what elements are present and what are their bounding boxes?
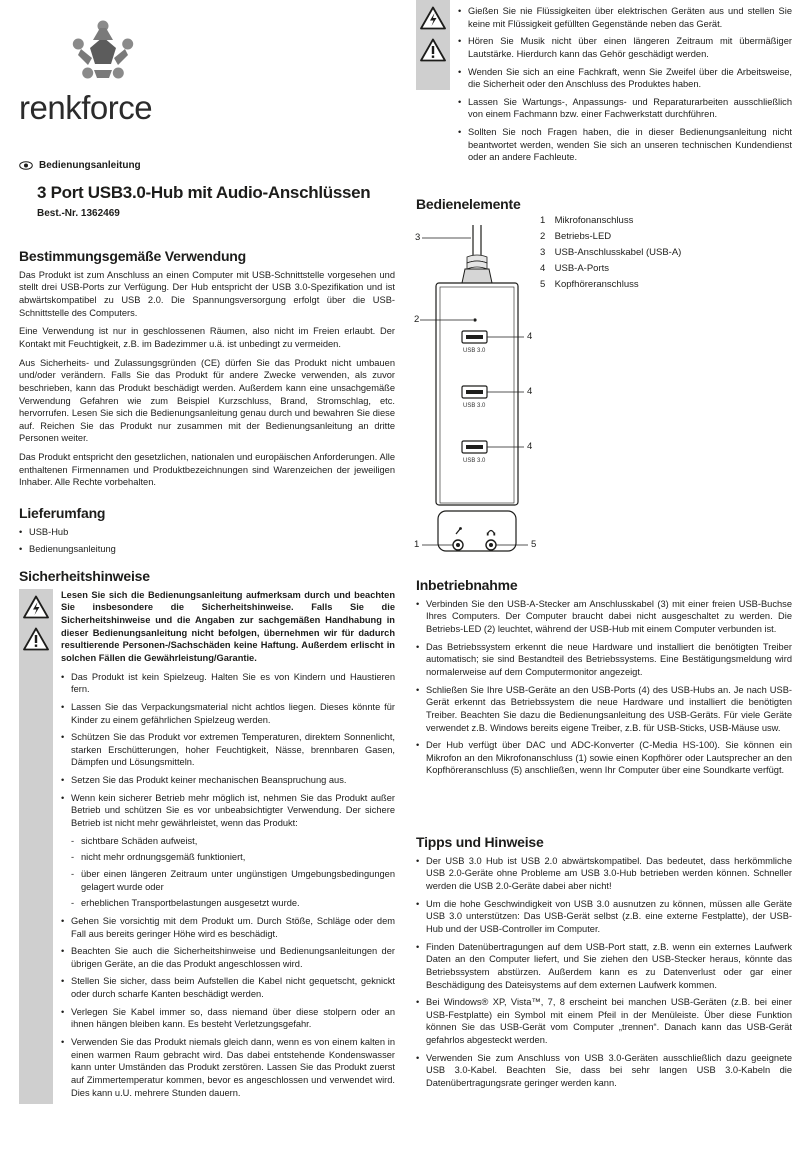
list-item-text: Wenn kein sicherer Betrieb mehr möglich ist, nehmen Sie das Produkt außer Betrieb und schützen Sie es vor unbeabsichtigter Verwendung. Der sichere Betrieb ist nicht mehr gewährleistet, wenn das Produkt:: [71, 792, 395, 829]
list-item: • Hören Sie Musik nicht über einen längeren Zeitraum mit übermäßiger Lautstärke. Hierdurch kann das Gehör geschädigt werden.: [458, 35, 792, 60]
usage-paragraph: Das Produkt ist zum Anschluss an einen Computer mit USB-Schnittstelle vorgesehen und stellt drei USB-Ports zur Verfügung. Der Hub entspricht der USB 3.0-Spezifikation und ist abwärtskompatibel zu USB 2.0. Die Spannungsversorgung erfolgt über die USB-Schnittstelle des Computers.: [19, 269, 395, 318]
legend-label: Betriebs-LED: [554, 230, 612, 242]
warning-sidebar: [19, 589, 53, 1104]
usage-paragraph: Aus Sicherheits- und Zulassungsgründen (CE) dürfen Sie das Produkt nicht umbauen und/oder verändern. Falls Sie das Produkt für andere Zwecke verwenden, als zuvor beschrieben, kann das Produkt beschädigt werden. Außerdem kann eine unsachgemäße Verwendung Gefahren wie zum Beispiel Kurzschluss, Brand, Stromschlag, etc. hervorrufen. Lesen Sie sich die Bedienungsanleitung genau durch und bewahren Sie diese auf. Reichen Sie das Produkt nur zusammen mit der Bedienungsanleitung an dritte Personen weiter.: [19, 357, 395, 444]
legend-number: 1: [540, 215, 546, 226]
list-item: • USB-Hub: [19, 526, 395, 539]
list-item: • Verlegen Sie Kabel immer so, dass niemand über diese stolpern oder an ihnen hängen bleiben kann. Es besteht Verletzungsgefahr.: [61, 1006, 395, 1031]
setup-heading: Inbetriebnahme: [416, 577, 518, 593]
warning-sidebar: [416, 0, 450, 90]
port-label: USB 3.0: [463, 403, 486, 409]
safety-warning-box: [19, 589, 395, 1104]
list-item: • Verwenden Sie das Produkt niemals gleich dann, wenn es von einem kalten in einen warmen Raum gebracht wird. Das dabei entstehende Kondenswasser kann unter Umständen das Produkt zerstören. Lassen Sie das Produkt zuerst auf Zimmertemperatur kommen, bevor es angeschlossen und verwendet wird. Dies kann u.U. mehrere Stunden dauern.: [61, 1036, 395, 1099]
electric-hazard-icon: [23, 595, 49, 619]
diagram-label-3: 3: [415, 232, 421, 243]
list-item: • Das Betriebssystem erkennt die neue Hardware und installiert die benötigten Treiber automatisch; sie sind Bestandteil des Betriebssystems. Eine Bestätigungsmeldung wird normalerweise auf dem Computermonitor angezeigt.: [416, 641, 792, 679]
legend-number: 4: [540, 262, 546, 274]
usage-section: [19, 248, 395, 495]
page-title: 3 Port USB3.0-Hub mit Audio-Anschlüssen: [37, 183, 371, 202]
legend-item: [540, 231, 681, 244]
safety-heading: Sicherheitshinweise: [19, 568, 150, 584]
legend-item: [540, 263, 681, 276]
list-item: • Wenden Sie sich an eine Fachkraft, wenn Sie Zweifel über die Arbeitsweise, die Sicherheit oder den Anschluss des Produktes haben.: [458, 66, 792, 91]
port-label: USB 3.0: [463, 458, 486, 464]
product-diagram: [412, 225, 542, 565]
list-item: • Der Hub verfügt über DAC und ADC-Konverter (C-Media HS-100). Sie können ein Mikrofon an den Mikrofonanschluss (1) sowie einen Kopfhörer oder Lautsprecher an den Kopfhöreranschluss (5) anschließen, wenn Ihr Computer über eine Soundkarte verfügt.: [416, 739, 792, 777]
list-item: • Lassen Sie das Verpackungsmaterial nicht achtlos liegen. Dieses könnte für Kinder zu einem gefährlichen Spielzeug werden.: [61, 701, 395, 726]
legend-label: Mikrofonanschluss: [554, 215, 634, 226]
diagram-label-4: 4: [527, 386, 533, 397]
list-item: • Beachten Sie auch die Sicherheitshinweise und Bedienungsanleitungen der übrigen Geräte, an die das Produkt angeschlossen wird.: [61, 945, 395, 970]
legend-label: Kopfhöreranschluss: [554, 278, 639, 290]
list-item: • Bedienungsanleitung: [19, 543, 395, 556]
controls-heading: Bedienelemente: [416, 196, 521, 212]
tips-heading: Tipps und Hinweise: [416, 834, 544, 850]
sub-list-item: - erheblichen Transportbelastungen ausgesetzt wurde.: [71, 897, 395, 910]
list-item: • Stellen Sie sicher, dass beim Aufstellen die Kabel nicht gequetscht, geknickt oder durch scharfe Kanten beschädigt werden.: [61, 975, 395, 1000]
list-item: • Finden Datenübertragungen auf dem USB-Port statt, z.B. wenn ein externes Laufwerk Daten an den Computer liefert, und Sie ziehen den USB-Stecker heraus, könnte das Betriebssystem abstürzen. Außerdem kann es zu Datenverlust oder gar einer Beschädigung des Dateisystems auf dem externen Laufwerk kommen.: [416, 941, 792, 992]
doc-type: [19, 159, 141, 173]
scope-heading: Lieferumfang: [19, 505, 106, 521]
doc-type-label: Bedienungsanleitung: [39, 160, 141, 171]
electric-hazard-icon: [420, 6, 446, 30]
list-item: • Gehen Sie vorsichtig mit dem Produkt um. Durch Stöße, Schläge oder dem Fall aus bereits geringer Höhe wird es beschädigt.: [61, 915, 395, 940]
list-item: • Sollten Sie noch Fragen haben, die in dieser Bedienungsanleitung nicht beantwortet werden, wenden Sie sich an unseren technischen Kundendienst oder an andere Fachleute.: [458, 126, 792, 164]
warning-icon: [420, 38, 446, 62]
usage-paragraph: Eine Verwendung ist nur in geschlossenen Räumen, also nicht im Freien erlaubt. Der Kontakt mit Feuchtigkeit, z.B. im Badezimmer u.ä. ist unbedingt zu vermeiden.: [19, 326, 395, 349]
legend-number: 5: [540, 278, 546, 290]
legend-label: USB-Anschlusskabel (USB-A): [554, 246, 682, 258]
order-number: Best.-Nr. 1362469: [37, 208, 120, 219]
diagram-label-1: 1: [414, 539, 420, 550]
brand-logo: [19, 18, 159, 128]
list-item: • Schließen Sie Ihre USB-Geräte an den USB-Ports (4) des USB-Hubs an. Je nach USB-Gerät erkennt das Betriebssystem die neue Hardware und installiert die benötigten Treiber. Beachten Sie dazu die Bedienungsanleitung des USB-Geräts. Für viele Geräte verwendet z.B. Windows bereits eigene Treiber, z.B. für USB-Sticks, USB-Mäuse usw.: [416, 684, 792, 735]
controls-legend: [540, 215, 681, 295]
tips-section: [416, 834, 792, 1095]
diagram-label-2: 2: [414, 314, 420, 325]
legend-item: [540, 247, 681, 260]
legend-number: 3: [540, 246, 546, 258]
usb-hub-diagram: [412, 225, 542, 565]
list-item: • Setzen Sie das Produkt keiner mechanischen Beanspruchung aus.: [61, 774, 395, 787]
list-item: • Um die hohe Geschwindigkeit von USB 3.0 ausnutzen zu können, müssen alle Geräte USB 3.0 unterstützen: Das USB-Gerät selbst (z.B. eine externe Festplatte), der USB-Hub und der USB-Controller im Computer.: [416, 898, 792, 936]
eye-icon: [19, 161, 33, 170]
list-item: • Gießen Sie nie Flüssigkeiten über elektrischen Geräten aus und stellen Sie keine mit Flüssigkeit gefüllten Gegenstände neben das Gerät.: [458, 5, 792, 30]
usage-paragraph: Das Produkt entspricht den gesetzlichen, nationalen und europäischen Anforderungen. Alle enthaltenen Firmennamen und Produktbezeichnungen sind Warenzeichen der jeweiligen Inhaber. Alle Rechte vorbehalten.: [19, 452, 395, 488]
list-item: • Verbinden Sie den USB-A-Stecker am Anschlusskabel (3) mit einer freien USB-Buchse Ihres Computers. Der Computer braucht dabei nicht ausgeschaltet zu werden. Die Betriebs-LED (2) leuchtet, während der USB-Hub mit einem Computer verbunden ist.: [416, 598, 792, 636]
list-item: • Verwenden Sie zum Anschluss von USB 3.0-Geräten ausschließlich dazu geeignete USB 3.0-Kabel. Beachten Sie, dass bei sehr langen USB 3.0-Kabeln die Datenübertragungsrate geringer werden kann.: [416, 1052, 792, 1090]
setup-section: [416, 577, 792, 782]
renkforce-logo-icon: [19, 18, 159, 86]
brand-name: renkforce: [19, 89, 153, 126]
diagram-label-4: 4: [527, 331, 533, 342]
legend-label: USB-A-Ports: [554, 262, 610, 274]
legend-item: [540, 279, 681, 292]
sub-list-item: - über einen längeren Zeitraum unter ungünstigen Umgebungsbedingungen gelagert wurde oder: [71, 868, 395, 893]
scope-section: [19, 505, 395, 561]
sub-list-item: - nicht mehr ordnungsgemäß funktioniert,: [71, 851, 395, 864]
list-item: • Lassen Sie Wartungs-, Anpassungs- und Reparaturarbeiten ausschließlich von einem Fachmann bzw. einer Fachwerkstatt durchführen.: [458, 96, 792, 121]
safety-section: [19, 568, 395, 1104]
legend-item: [540, 215, 681, 228]
port-label: USB 3.0: [463, 348, 486, 354]
warning-icon: [23, 627, 49, 651]
list-item: • Bei Windows® XP, Vista™, 7, 8 erscheint bei manchen USB-Geräten (z.B. bei einer USB-Festplatte) ein Symbol mit einem Pfeil in der Menüleiste. Über diese Funktion können Sie das USB-Gerät vom Computer „trennen“. Danach kann das USB-Gerät gefahrlos abgesteckt werden.: [416, 996, 792, 1047]
list-item: [61, 792, 395, 910]
legend-number: 2: [540, 230, 546, 242]
usage-heading: Bestimmungsgemäße Verwendung: [19, 248, 247, 264]
diagram-label-4: 4: [527, 441, 533, 452]
safety-intro: Lesen Sie sich die Bedienungsanleitung aufmerksam durch und beachten Sie insbesondere die Sicherheitshinweise. Falls Sie die Sicherheitshinweise und die Angaben zur sachgemäßen Handhabung in dieser Bedienungsanleitung nicht befolgen, übernehmen wir für dadurch resultierende Personen-/Sachschäden keine Haftung. Außerdem erlischt in solchen Fällen die Gewährleistung/Garantie.: [61, 589, 395, 663]
list-item: • Der USB 3.0 Hub ist USB 2.0 abwärtskompatibel. Das bedeutet, dass herkömmliche USB 2.0-Geräte ohne Probleme am USB 3.0-Hub betrieben werden können. Schneller werden die USB 2.0-Geräte dabei aber nicht!: [416, 855, 792, 893]
sub-list-item: - sichtbare Schäden aufweist,: [71, 835, 395, 848]
diagram-label-5: 5: [531, 539, 537, 550]
safety-continued: [416, 0, 792, 169]
list-item: • Schützen Sie das Produkt vor extremen Temperaturen, direktem Sonnenlicht, starken Erschütterungen, hoher Feuchtigkeit, Nässe, brennbaren Gasen, Dämpfen und Lösungsmitteln.: [61, 731, 395, 769]
list-item: • Das Produkt ist kein Spielzeug. Halten Sie es von Kindern und Haustieren fern.: [61, 671, 395, 696]
